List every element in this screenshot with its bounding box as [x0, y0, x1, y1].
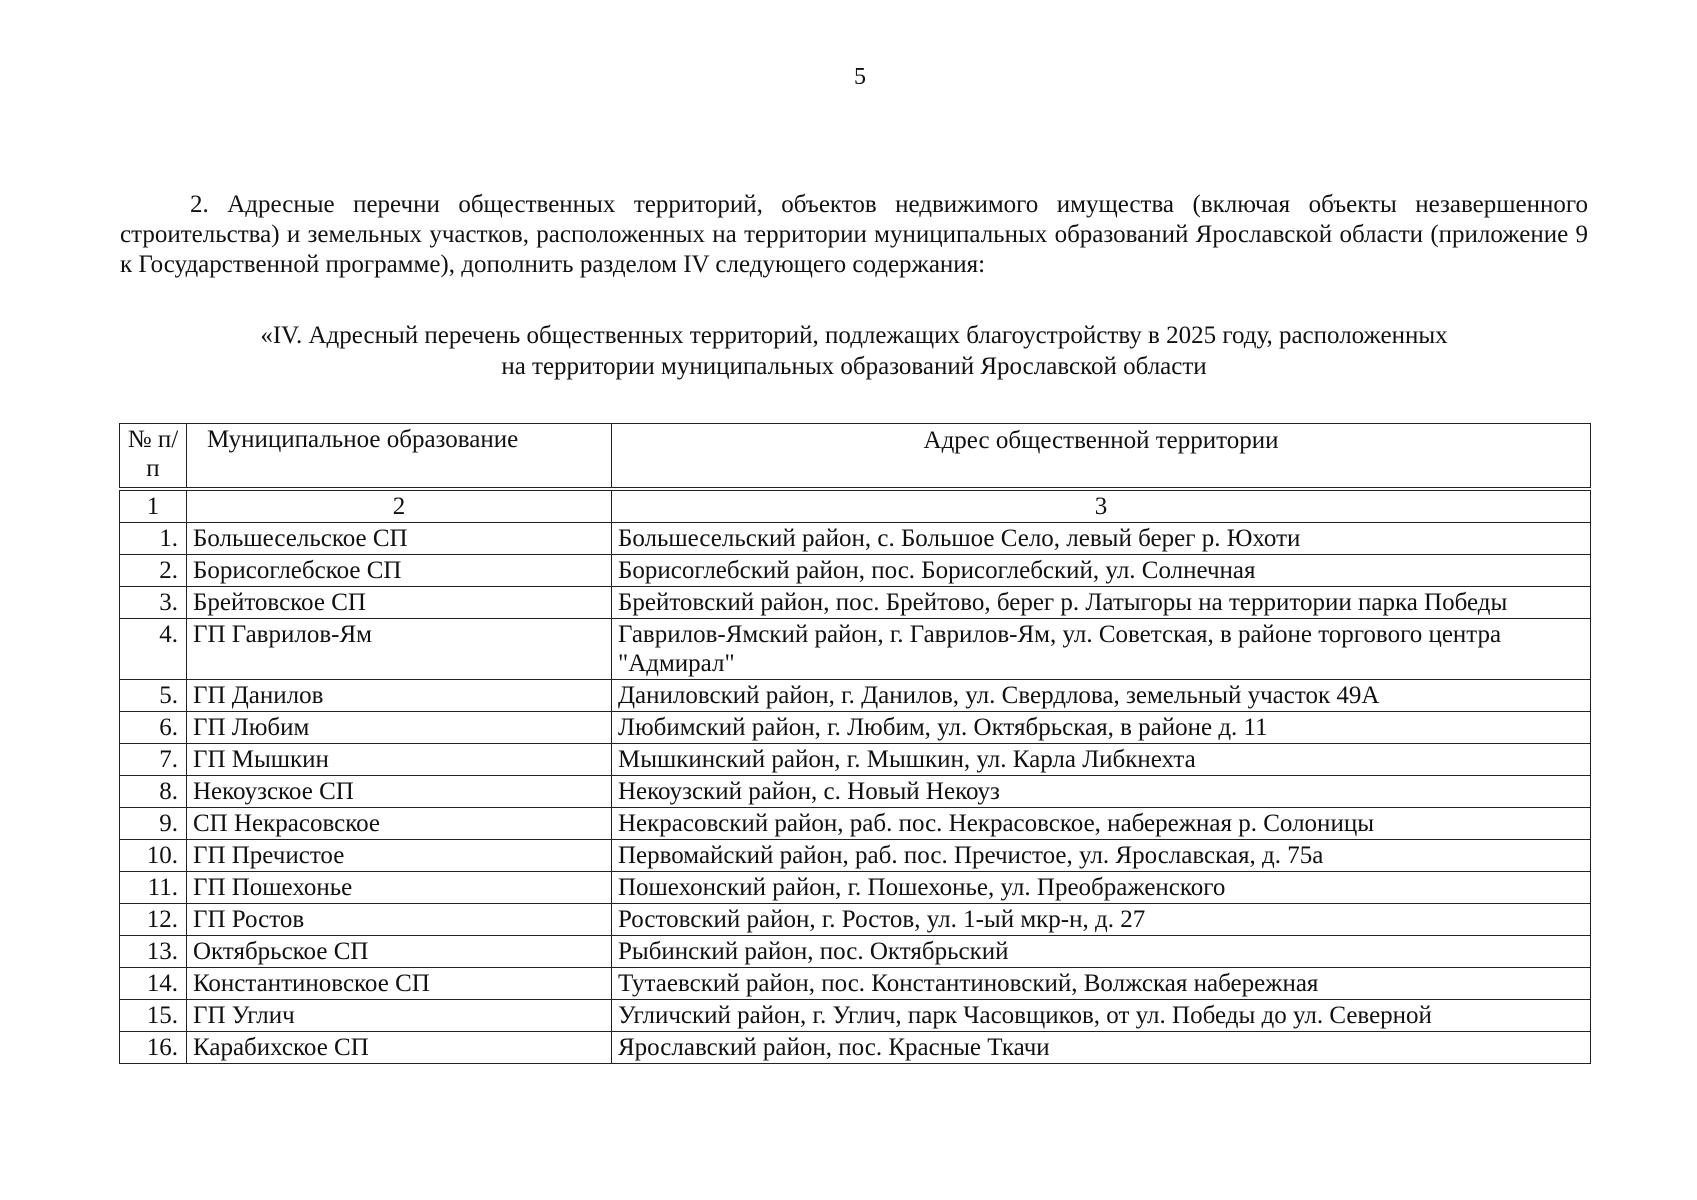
row-number: 11. — [120, 872, 187, 904]
row-number: 8. — [120, 776, 187, 808]
row-municipality: ГП Мышкин — [187, 744, 612, 776]
row-address: Пошехонский район, г. Пошехонье, ул. Преображенского — [612, 872, 1591, 904]
row-number: 2. — [120, 555, 187, 587]
table-row — [120, 808, 1591, 840]
table-row — [120, 712, 1591, 744]
row-municipality: ГП Любим — [187, 712, 612, 744]
table-row — [120, 936, 1591, 968]
section-title-line-2: на территории муниципальных образований Ярославской области — [501, 353, 1207, 380]
row-number: 16. — [120, 1032, 187, 1064]
row-address: Мышкинский район, г. Мышкин, ул. Карла Либкнехта — [612, 744, 1591, 776]
row-municipality: СП Некрасовское — [187, 808, 612, 840]
row-address: Даниловский район, г. Данилов, ул. Свердлова, земельный участок 49А — [612, 680, 1591, 712]
row-municipality: ГП Гаврилов-Ям — [187, 619, 612, 680]
table-row — [120, 872, 1591, 904]
row-address: Борисоглебский район, пос. Борисоглебский, ул. Солнечная — [612, 555, 1591, 587]
row-address: Брейтовский район, пос. Брейтово, берег р. Латыгоры на территории парка Победы — [612, 587, 1591, 619]
row-municipality: ГП Углич — [187, 1000, 612, 1032]
column-number: 2 — [187, 489, 612, 523]
row-municipality: Большесельское СП — [187, 523, 612, 555]
row-number: 13. — [120, 936, 187, 968]
table-row — [120, 744, 1591, 776]
table-row — [120, 968, 1591, 1000]
row-number: 6. — [120, 712, 187, 744]
table-row — [120, 904, 1591, 936]
row-address: Некрасовский район, раб. пос. Некрасовское, набережная р. Солоницы — [612, 808, 1591, 840]
header-num: № п/п — [120, 424, 187, 490]
row-municipality: ГП Пошехонье — [187, 872, 612, 904]
header-municipality: Муниципальное образование — [187, 424, 612, 490]
row-address: Ростовский район, г. Ростов, ул. 1-ый мкр-н, д. 27 — [612, 904, 1591, 936]
row-municipality: ГП Ростов — [187, 904, 612, 936]
row-address: Ярославский район, пос. Красные Ткачи — [612, 1032, 1591, 1064]
page-number: 5 — [854, 64, 866, 90]
row-municipality: Константиновское СП — [187, 968, 612, 1000]
row-address: Большесельский район, с. Большое Село, левый берег р. Юхоти — [612, 523, 1591, 555]
row-number: 1. — [120, 523, 187, 555]
row-address: Угличский район, г. Углич, парк Часовщиков, от ул. Победы до ул. Северной — [612, 1000, 1591, 1032]
intro-paragraph: 2. Адресные перечни общественных территорий, объектов недвижимого имущества (включая объекты незавершенного строительства) и земельных участков, расположенных на территории муниципальных образований Ярославской области (приложение 9 к Государственной программе), дополнить разделом IV следующего содержания: — [120, 191, 1588, 278]
table-row — [120, 523, 1591, 555]
header-address: Адрес общественной территории — [612, 424, 1591, 490]
row-municipality: Некоузское СП — [187, 776, 612, 808]
row-number: 7. — [120, 744, 187, 776]
row-municipality: ГП Пречистое — [187, 840, 612, 872]
row-number: 14. — [120, 968, 187, 1000]
address-table — [119, 423, 1591, 1064]
section-title-line-1: «IV. Адресный перечень общественных территорий, подлежащих благоустройству в 2025 году, расположенных — [260, 322, 1448, 349]
row-address: Рыбинский район, пос. Октябрьский — [612, 936, 1591, 968]
table-row — [120, 1032, 1591, 1064]
row-municipality: Карабихское СП — [187, 1032, 612, 1064]
row-number: 9. — [120, 808, 187, 840]
column-number: 1 — [120, 489, 187, 523]
row-number: 12. — [120, 904, 187, 936]
row-address: Гаврилов-Ямский район, г. Гаврилов-Ям, ул. Советская, в районе торгового центра "Адмирал" — [612, 619, 1591, 680]
column-number: 3 — [612, 489, 1591, 523]
table-row — [120, 587, 1591, 619]
row-address: Тутаевский район, пос. Константиновский, Волжская набережная — [612, 968, 1591, 1000]
row-municipality: Борисоглебское СП — [187, 555, 612, 587]
row-municipality: Октябрьское СП — [187, 936, 612, 968]
row-number: 15. — [120, 1000, 187, 1032]
table-row — [120, 619, 1591, 680]
table-row — [120, 555, 1591, 587]
row-municipality: Брейтовское СП — [187, 587, 612, 619]
row-number: 4. — [120, 619, 187, 680]
row-municipality: ГП Данилов — [187, 680, 612, 712]
table-row — [120, 1000, 1591, 1032]
row-address: Некоузский район, с. Новый Некоуз — [612, 776, 1591, 808]
row-number: 5. — [120, 680, 187, 712]
row-address: Первомайский район, раб. пос. Пречистое, ул. Ярославская, д. 75а — [612, 840, 1591, 872]
table-row — [120, 840, 1591, 872]
table-header-row — [120, 424, 1591, 490]
row-number: 10. — [120, 840, 187, 872]
table-row — [120, 776, 1591, 808]
row-number: 3. — [120, 587, 187, 619]
column-numbers-row — [120, 489, 1591, 523]
row-address: Любимский район, г. Любим, ул. Октябрьская, в районе д. 11 — [612, 712, 1591, 744]
table-row — [120, 680, 1591, 712]
section-title — [120, 320, 1588, 382]
